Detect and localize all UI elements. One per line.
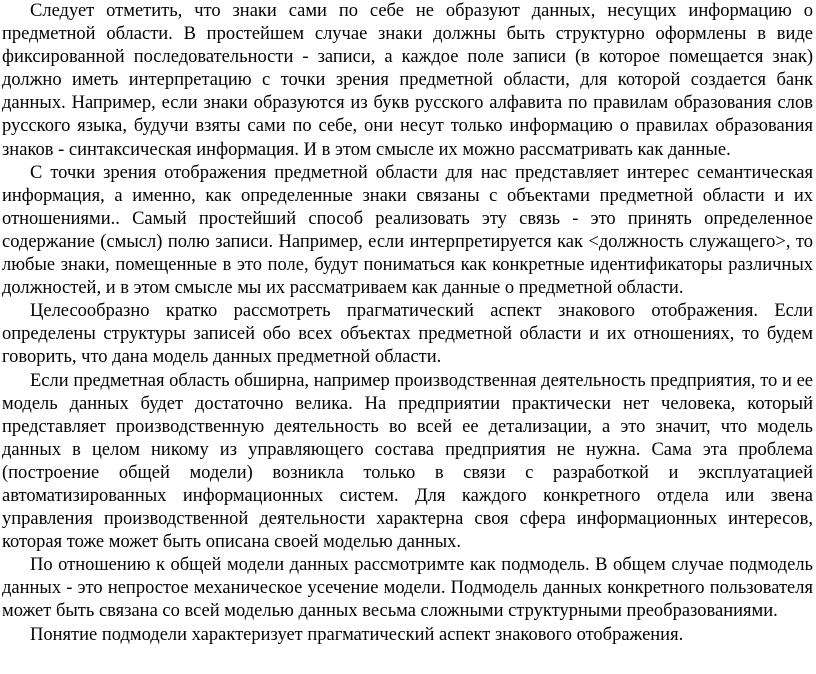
paragraph-pragmatic-aspect: Целесообразно кратко рассмотреть прагматический аспект знакового отображения. Если определены структуры записей обо всех объектах предметной области и их отношениях, то будем говорить, что дана модель данных предметной области. <box>2 301 813 368</box>
paragraph-signs-and-data: Следует отметить, что знаки сами по себе не образуют данных, несущих информацию о предметной области. В простейшем случае знаки должны быть структурно оформлены в виде фиксированной последовательности - записи, а каждое поле записи (в которое помещается знак) должно иметь интерпретацию с точки зрения предметной области, для которой создается банк данных. Например, если знаки образуются из букв русского алфавита по правилам образования слов русского языка, будучи взяты сами по себе, они несут только информацию о правилах образования знаков - синтаксическая информация. И в этом смысле их можно рассматривать как данные. <box>2 1 813 160</box>
paragraph-semantic-information: С точки зрения отображения предметной области для нас представляет интерес семантическая информация, а именно, как определенные знаки связаны с объектами предметной области и их отношениями.. Самый простейший способ реализовать эту связь - это принять определенное содержание (смысл) полю записи. Например, если интерпретируется как <должность служащего>, то любые знаки, помещенные в это поле, будут пониматься как конкретные идентификаторы различных должностей, и в этом смысле мы их рассматриваем как данные о предметной области. <box>2 162 813 299</box>
paragraph-submodel-concept: Понятие подмодели характеризует прагматический аспект знакового отображения. <box>30 624 684 645</box>
paragraph-large-domain-model: Если предметная область обширна, например производственная деятельность предприятия, то и ее модель данных будет достаточно велика. На предприятии практически нет человека, который представляет производственную деятельность во всей ее детализации, а это значит, что модель данных в целом никому из управляющего состава предприятия не нужна. Сама эта проблема (построение общей модели) возникла только в связи с разработкой и эксплуатацией автоматизированных информационных систем. Для каждого конкретного отдела или звена управления производственной деятельности характерна своя сфера информационных интересов, которая тоже может быть описана своей моделью данных. <box>2 370 813 553</box>
paragraph-submodel: По отношению к общей модели данных рассмотримте как подмодель. В общем случае подмодель данных - это непростое механическое усечение модели. Подмодель данных конкретного пользователя может быть связана со всей моделью данных весьма сложными структурными преобразованиями. <box>2 555 813 622</box>
